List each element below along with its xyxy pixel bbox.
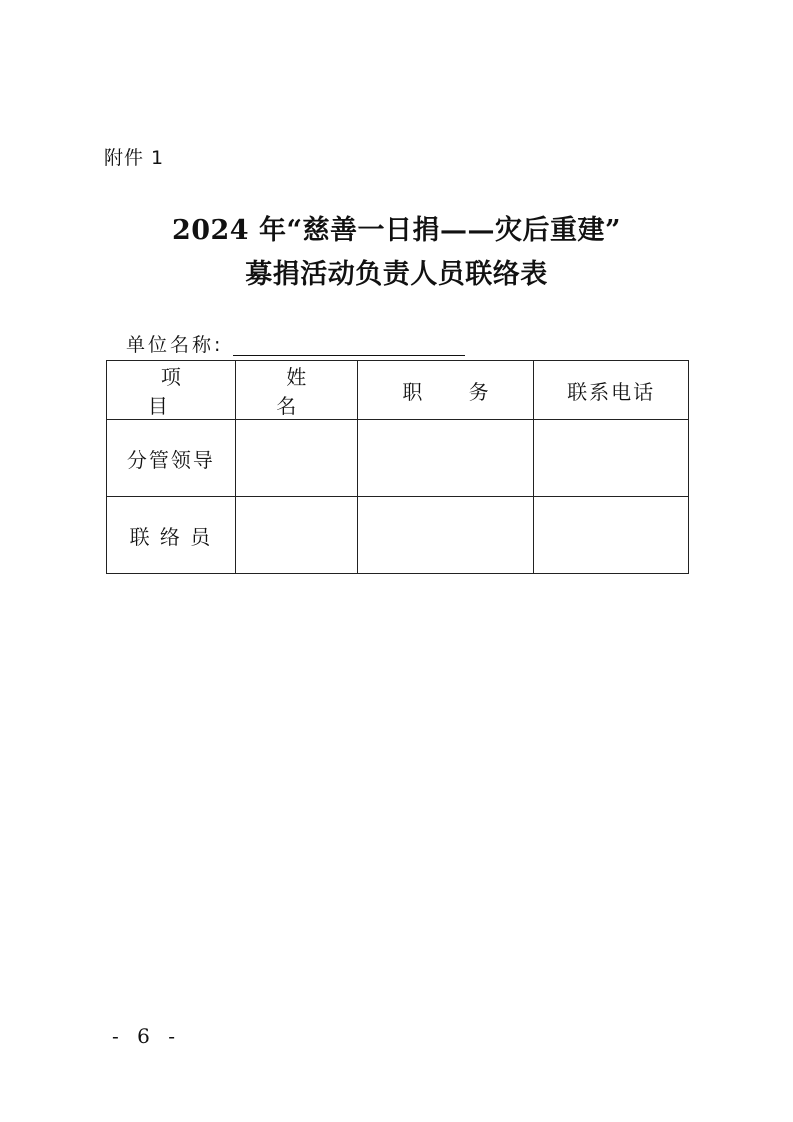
document-title-line-1: 2024 年“慈善一日捐——灾后重建” <box>171 215 622 246</box>
page-number: - 6 - <box>112 1024 181 1048</box>
unit-name-label: 单位名称: <box>126 334 224 356</box>
document-title-line-2: 募捐活动负责人员联络表 <box>245 259 548 290</box>
table-row <box>107 497 689 574</box>
name-cell[interactable] <box>235 420 357 497</box>
name-cell[interactable] <box>235 497 357 574</box>
unit-name-row <box>126 330 465 357</box>
table-row <box>107 420 689 497</box>
attachment-label: 附件 1 <box>104 147 165 169</box>
unit-name-field[interactable] <box>233 335 465 356</box>
contact-table <box>106 360 689 574</box>
header-position: 职 务 <box>357 361 534 420</box>
table-header-row <box>107 361 689 420</box>
header-name: 姓 名 <box>235 361 357 420</box>
header-item: 项 目 <box>107 361 236 420</box>
row-label-cell: 分管领导 <box>107 420 236 497</box>
header-phone: 联系电话 <box>534 361 689 420</box>
row-label-cell: 联 络 员 <box>107 497 236 574</box>
phone-cell[interactable] <box>534 420 689 497</box>
position-cell[interactable] <box>357 497 534 574</box>
position-cell[interactable] <box>357 420 534 497</box>
phone-cell[interactable] <box>534 497 689 574</box>
